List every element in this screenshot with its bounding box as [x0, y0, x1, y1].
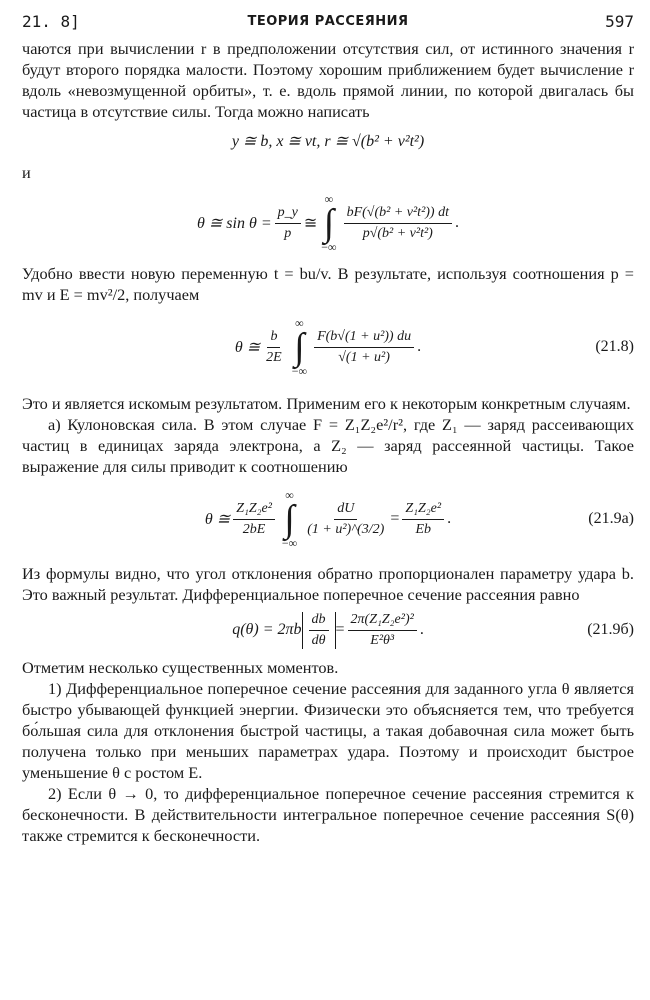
fraction-numerator: Z₁Z₂e² — [402, 501, 444, 520]
eq4-lhs: θ ≅ — [204, 511, 231, 528]
paragraph-continuation: чаются при вычислении r в предположении отсутствия сил, от истинного значения r будут второго порядка малости. Поэтому хорошим приближением будет вычисление r вдоль «невозмущенной орбиты», т. е. вдоль прямой линии, по которой двигалась бы частица в отсутствие силы. Тогда можно написать — [22, 39, 634, 121]
paragraph-substitution: Удобно ввести новую переменную t = bu/v. В результате, используя соотношения p = mv и E = mv²/2, получаем — [22, 264, 634, 304]
integral-upper-limit: ∞ — [285, 487, 294, 502]
fraction-denominator: √(1 + u²) — [338, 349, 390, 365]
paragraph-remark-1: 1) Дифференциальное поперечное сечение рассеяния для заданного угла θ является быстро убывающей функцией энергии. Физически это объясняется тем, что требуется бо́льшая сила для отклонения быстрой частицы, а такая добавочная сила может быть получена только при меньших параметрах удара. Поэтому и происходит быстрое уменьшение θ с ростом E. — [22, 679, 634, 782]
eq2-momentum-fraction — [275, 205, 301, 242]
approx-sign: ≅ — [303, 215, 318, 232]
eq2-lhs: θ ≅ sin θ = — [197, 215, 272, 232]
fraction-denominator: 2bE — [242, 521, 266, 537]
integral-sign: ∞ ∫ −∞ — [291, 315, 308, 379]
fraction-numerator: F(b√(1 + u²)) du — [314, 329, 414, 348]
eq4-result-fraction — [402, 501, 444, 538]
equation-21-9a: θ ≅ $\frac{\text{Z₁Z₂e²}}{2bE}$ ∞ ∫ −∞ $\frac{dU}{\text{(1 + u²)\textasciicircum{}(3/2)}}$ = $\frac{\text{Z₁Z₂e²}}{Eb}$ . (21.9а) — [204, 487, 634, 551]
absolute-value — [302, 612, 336, 649]
fraction-numerator: 2π(Z₁Z₂e²)² — [348, 612, 417, 631]
equation-21-8: θ ≅ $\frac{b}{2E}$ ∞ ∫ −∞ $\frac{\text{F(b√(1 + u²)) du}}{\text{√(1 + u²)}}$ . (21.8) — [234, 315, 634, 379]
eq5-lhs: q(θ) = 2πb — [232, 621, 302, 638]
paragraph-remark-2: 2) Если θ → 0, то дифференциальное поперечное сечение рассеяния стремится к бесконечности. В действительности интегральное поперечное сечение рассеяния S(θ) также стремится к бесконечности. — [22, 784, 634, 845]
integral-sign: ∞ ∫ −∞ — [321, 191, 337, 255]
equation-angle-integral: θ ≅ sin θ = $\frac{p\_y}{p}$ ≅ ∞ ∫ −∞ $\frac{\text{bF(√(b² + v²t²)) dt}}{\text{p√(b² + v²t²)}}$ . — [197, 191, 459, 255]
eq5-result-fraction — [348, 612, 417, 649]
fraction-numerator: p_y — [275, 205, 301, 224]
paragraph-result: Это и является искомым результатом. Применим его к некоторым конкретным случаям. — [22, 394, 631, 413]
fraction-numerator: bF(√(b² + v²t²)) dt — [344, 205, 452, 224]
eq5-derivative-fraction — [309, 612, 329, 649]
fraction-numerator: db — [309, 612, 329, 631]
integral-lower-limit: −∞ — [291, 364, 308, 379]
fraction-denominator: p — [284, 225, 292, 241]
section-number: 21. 8] — [22, 12, 80, 31]
equation-label: (21.8) — [595, 338, 634, 355]
fraction-numerator: b — [267, 329, 280, 348]
page-number: 597 — [605, 12, 634, 31]
integral-lower-limit: −∞ — [321, 240, 337, 255]
integral-upper-limit: ∞ — [324, 191, 334, 206]
integral-sign: ∞ ∫ −∞ — [281, 487, 298, 551]
equation-straight-line — [22, 122, 634, 160]
eq4-prefactor-fraction — [233, 501, 275, 538]
running-title: ТЕОРИЯ РАССЕЯНИЯ — [247, 14, 409, 29]
paragraph-inverse-proportional: Из формулы видно, что угол отклонения обратно пропорционален параметру удара b. Это важный результат. Дифференциальное поперечное сечение рассеяния равно — [22, 564, 634, 604]
fraction-numerator: dU — [334, 501, 357, 520]
fraction-denominator: p√(b² + v²t²) — [362, 225, 433, 241]
eq3-lhs: θ ≅ — [234, 339, 261, 356]
book-page — [22, 10, 634, 846]
equation-text: y ≅ b, x ≅ vt, r ≅ √(b² + v²t²) — [231, 133, 425, 150]
equation-label: (21.9б) — [587, 621, 634, 638]
equation-label: (21.9а) — [588, 510, 634, 527]
fraction-denominator: (1 + u²)^(3/2) — [307, 521, 385, 537]
fraction-denominator: E²θ³ — [370, 632, 395, 648]
paragraph-remarks-intro: Отметим несколько существенных моментов. — [22, 658, 339, 677]
fraction-denominator: 2E — [266, 349, 282, 365]
fraction-denominator: dθ — [311, 632, 326, 648]
equation-21-9b: q(θ) = 2πb $\frac{db}{d\theta}$ = $\frac{\text{2π(Z₁Z₂e²)²}}{\text{E²θ³}}$ . (21.9б) — [232, 611, 634, 648]
conjunction-and: и — [22, 163, 31, 182]
integral-upper-limit: ∞ — [295, 315, 304, 330]
integral-lower-limit: −∞ — [281, 536, 298, 551]
paragraph-coulomb: а) Кулоновская сила. В этом случае F = Z₁Z₂e²/r², где Z₁ — заряд рассеивающих частиц в единицах заряда электрона, а Z₂ — заряд рассеянной частицы. Такое выражение для силы приводит к соотношению — [22, 415, 634, 476]
fraction-numerator: Z₁Z₂e² — [233, 501, 275, 520]
eq4-integrand-fraction — [304, 501, 387, 538]
fraction-denominator: Eb — [415, 521, 431, 537]
eq3-prefactor-fraction — [263, 329, 285, 366]
eq2-integrand-fraction — [344, 205, 452, 242]
page-header — [22, 10, 634, 38]
eq3-integrand-fraction — [314, 329, 414, 366]
